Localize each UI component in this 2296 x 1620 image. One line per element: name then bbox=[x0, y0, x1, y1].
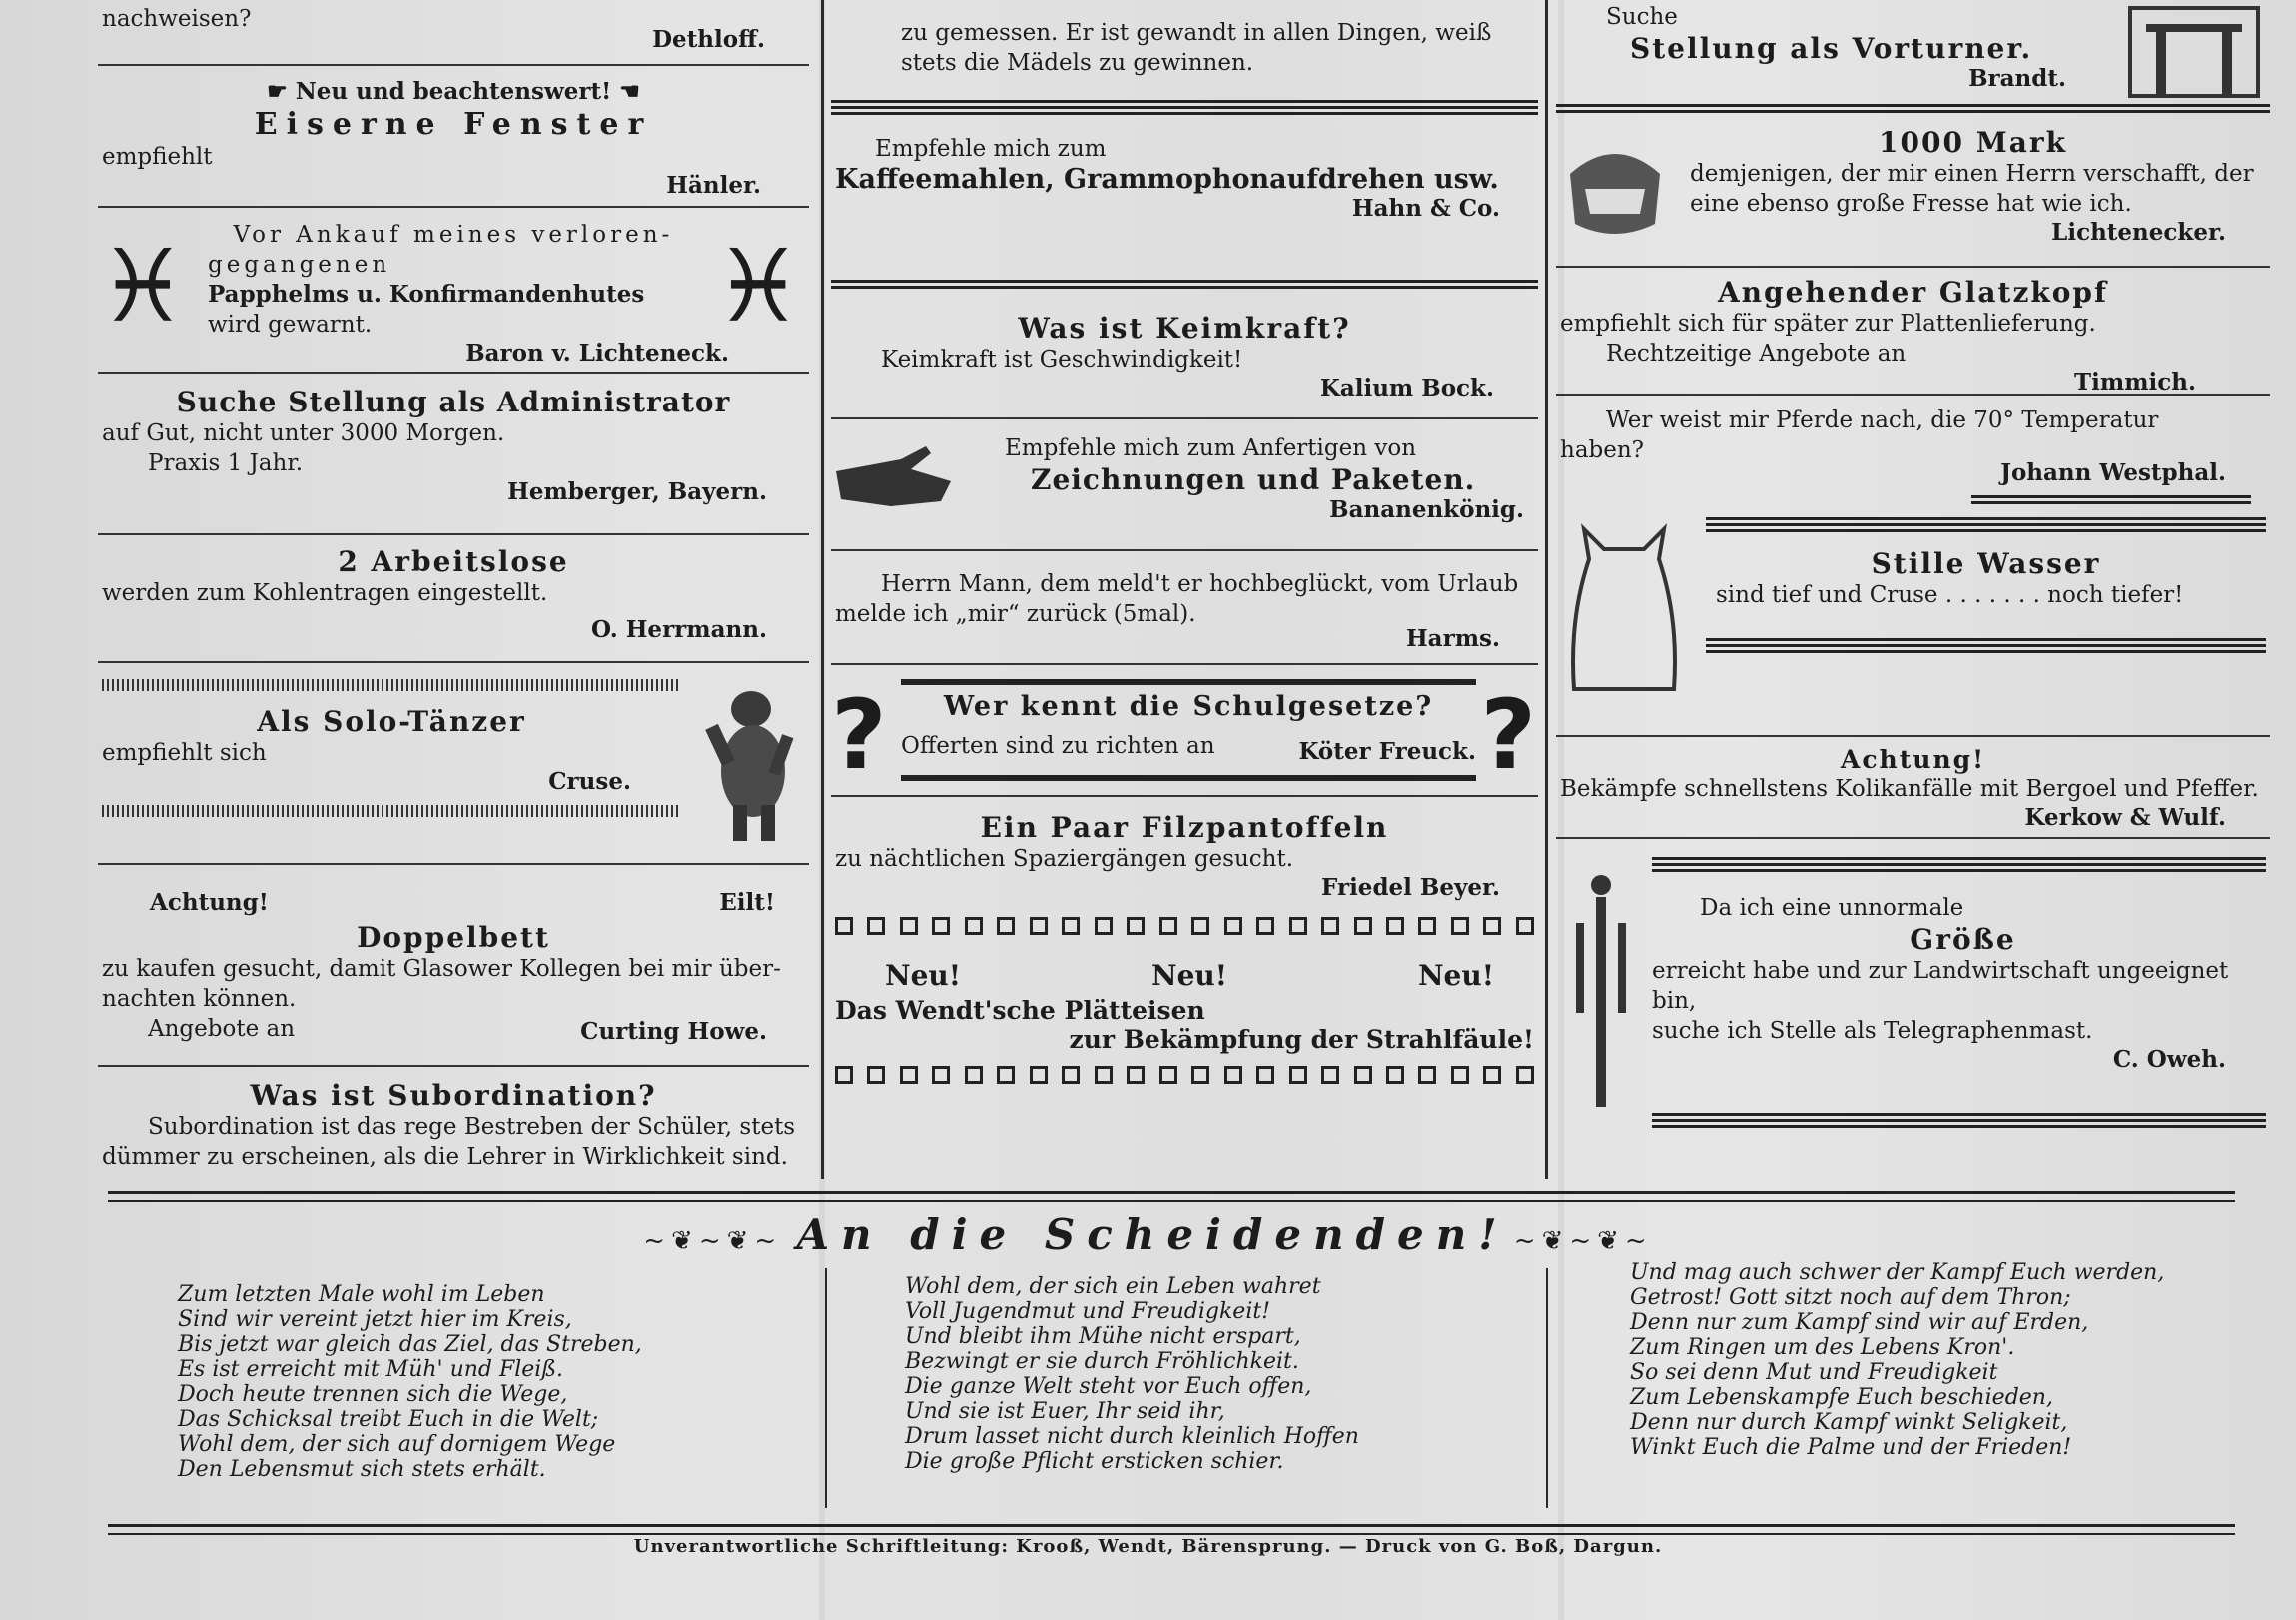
poem-column-rule bbox=[1546, 1268, 1548, 1508]
poem-line: Den Lebensmut sich stets erhält. bbox=[178, 1457, 546, 1482]
poem-line: So sei denn Mut und Freudigkeit bbox=[1630, 1360, 1998, 1385]
tall-man-illustration bbox=[1566, 873, 1636, 1113]
ad-text: Wer weist mir Pferde nach, die 70° Temperatur bbox=[1606, 407, 2159, 433]
ad-signature: Hahn & Co. bbox=[1351, 195, 1500, 222]
poem-line: Wohl dem, der sich auf dornigem Wege bbox=[178, 1432, 616, 1457]
poem-line: Die ganze Welt steht vor Euch offen, bbox=[905, 1374, 1312, 1399]
column-2 bbox=[831, 0, 1538, 1117]
poem-line: Getrost! Gott sitzt noch auf dem Thron; bbox=[1630, 1285, 2071, 1310]
ad-signature: Timmich. bbox=[2074, 369, 2196, 396]
ad-signature: Baron v. Lichteneck. bbox=[465, 340, 729, 367]
poem-title: An die Scheidenden! bbox=[796, 1211, 1509, 1259]
ad-glatzkopf bbox=[1556, 268, 2270, 394]
ad-text: zu kaufen gesucht, damit Glasower Kollegen bei mir über- bbox=[102, 956, 781, 982]
ad-title: Was ist Subordination? bbox=[250, 1079, 657, 1112]
striped-border bbox=[1652, 1113, 2266, 1131]
ad-title: Stille Wasser bbox=[1871, 547, 2101, 580]
ad-text: stets die Mädels zu gewinnen. bbox=[901, 50, 1254, 76]
ad-title: Als Solo-Tänzer bbox=[257, 705, 526, 738]
ad-title: 1000 Mark bbox=[1879, 126, 2067, 159]
neu-label: Neu! bbox=[885, 959, 962, 992]
ad-telegraphenmast bbox=[1556, 839, 2270, 1135]
ad-text: Praxis 1 Jahr. bbox=[148, 450, 304, 476]
ad-title: Größe bbox=[1910, 923, 2016, 956]
poem-line: Zum letzten Male wohl im Leben bbox=[178, 1282, 545, 1307]
ad-text: empfiehlt sich bbox=[102, 740, 267, 766]
ad-doppelbett bbox=[98, 865, 809, 1065]
column-rule bbox=[1545, 0, 1548, 1179]
poem-stanza-2 bbox=[905, 1274, 1359, 1474]
poem-line: Bezwingt er sie durch Fröhlichkeit. bbox=[905, 1349, 1299, 1374]
ad-signature: Curting Howe. bbox=[580, 1018, 767, 1045]
ornament: ~❦~❦~ bbox=[643, 1226, 797, 1256]
ad-signature: O. Herrmann. bbox=[591, 616, 767, 643]
neu-label: Neu! bbox=[1150, 959, 1228, 992]
poem-stanza-1 bbox=[178, 1282, 642, 1482]
ad-signature: Johann Westphal. bbox=[2000, 459, 2226, 486]
sack-illustration bbox=[1564, 519, 1684, 699]
footer-rule bbox=[108, 1524, 2235, 1535]
section-rule bbox=[108, 1191, 2235, 1202]
poem-line: Die große Pflicht ersticken schier. bbox=[905, 1449, 1284, 1474]
ad-text: nachweisen? bbox=[102, 6, 252, 32]
ad-text: Rechtzeitige Angebote an bbox=[1606, 341, 1907, 367]
ad-signature: Lichtenecker. bbox=[2051, 219, 2226, 246]
poem-line: Denn nur durch Kampf winkt Seligkeit, bbox=[1630, 1410, 2068, 1435]
ad-title: Was ist Keimkraft? bbox=[1018, 312, 1351, 345]
ad-signature: Brandt. bbox=[1968, 65, 2066, 92]
ad-title: Angehender Glatzkopf bbox=[1717, 276, 2109, 309]
ad-text: demjenigen, der mir einen Herrn verschafft, der bbox=[1690, 161, 2254, 187]
column-1 bbox=[98, 0, 809, 1187]
ad-title: Wer kennt die Schulgesetze? bbox=[943, 691, 1434, 722]
footer-imprint: Unverantwortliche Schriftleitung: Krooß, Wendt, Bärensprung. — Druck von G. Boß, Dargun. bbox=[633, 1536, 1663, 1557]
poem-line: Denn nur zum Kampf sind wir auf Erden, bbox=[1630, 1310, 2089, 1335]
ad-dethloff bbox=[98, 0, 809, 64]
striped-border bbox=[1706, 638, 2266, 654]
ad-text: Da ich eine unnormale bbox=[1700, 895, 1964, 921]
ad-title: Suche Stellung als Administrator bbox=[176, 386, 731, 418]
ad-arbeitslose bbox=[98, 535, 809, 661]
ad-text: melde ich „mir“ zurück (5mal). bbox=[835, 601, 1196, 627]
poem-line: Das Schicksal treibt Euch in die Welt; bbox=[178, 1407, 599, 1432]
ad-text: Subordination ist das rege Bestreben der Schüler, stets bbox=[148, 1114, 796, 1140]
hatched-border bbox=[102, 805, 681, 817]
question-mark-icon: ? bbox=[1480, 679, 1536, 791]
poem-heading bbox=[0, 1211, 2296, 1259]
ad-title: Das Wendt'sche Plätteisen bbox=[835, 996, 1205, 1025]
ad-text: zu nächtlichen Spaziergängen gesucht. bbox=[835, 846, 1294, 872]
ad-text: wird gewarnt. bbox=[208, 312, 373, 338]
hand-illustration bbox=[831, 441, 961, 521]
pisces-symbol-icon: ♓ bbox=[713, 228, 803, 345]
ad-harms bbox=[831, 551, 1538, 663]
ad-kaffeemahlen bbox=[831, 120, 1538, 280]
ad-text: Keimkraft ist Geschwindigkeit! bbox=[881, 347, 1243, 373]
ad-signature: Bananenkönig. bbox=[1329, 496, 1524, 523]
ad-text: Angebote an bbox=[148, 1016, 296, 1042]
ad-title: Stellung als Vorturner. bbox=[1630, 32, 2033, 65]
poem-line: Zum Lebenskampfe Euch beschieden, bbox=[1630, 1385, 2053, 1410]
ad-kolikanfaelle bbox=[1556, 737, 2270, 837]
mouth-illustration bbox=[1560, 134, 1670, 252]
ad-filzpantoffeln bbox=[831, 797, 1538, 907]
ad-title: Doppelbett bbox=[357, 921, 550, 954]
poem-line: Voll Jugendmut und Freudigkeit! bbox=[905, 1299, 1271, 1324]
ad-signature: Friedel Beyer. bbox=[1321, 874, 1500, 901]
rule-line bbox=[901, 775, 1476, 781]
poem-line: Winkt Euch die Palme und der Frieden! bbox=[1630, 1435, 2072, 1460]
ad-stille-wasser bbox=[1556, 489, 2270, 735]
striped-border bbox=[1971, 495, 2251, 507]
ad-text: Suche bbox=[1606, 4, 1678, 30]
ad-headline: ☛ Neu und beachtenswert! ☚ bbox=[267, 78, 640, 105]
striped-border bbox=[831, 100, 1538, 116]
ad-text: empfiehlt sich für später zur Plattenlieferung. bbox=[1560, 311, 2096, 337]
ad-text: zu gemessen. Er ist gewandt in allen Dingen, weiß bbox=[901, 20, 1492, 46]
ad-text: Offerten sind zu richten an bbox=[901, 733, 1215, 759]
ad-label: Eilt! bbox=[719, 889, 775, 916]
poem-line: Und sie ist Euer, Ihr seid ihr, bbox=[905, 1399, 1225, 1424]
poem-stanza-3 bbox=[1630, 1260, 2164, 1460]
square-border bbox=[835, 1066, 1534, 1084]
striped-border bbox=[1652, 857, 2266, 875]
ad-title: Achtung! bbox=[1840, 745, 1986, 774]
ad-keimkraft bbox=[831, 292, 1538, 417]
ad-text: Empfehle mich zum Anfertigen von bbox=[1005, 435, 1417, 461]
ad-title: Ein Paar Filzpantoffeln bbox=[980, 811, 1389, 844]
poem-line: Drum lasset nicht durch kleinlich Hoffen bbox=[905, 1424, 1359, 1449]
poem-line: Sind wir vereint jetzt hier im Kreis, bbox=[178, 1307, 572, 1332]
dancing-bear-illustration bbox=[703, 675, 799, 845]
pointing-hand-icon: ☚ bbox=[611, 78, 640, 105]
ad-administrator bbox=[98, 374, 809, 533]
column-3 bbox=[1556, 0, 2270, 1135]
ornament: ~❦~❦~ bbox=[1513, 1226, 1653, 1256]
ad-subordination bbox=[98, 1067, 809, 1187]
column-rule bbox=[821, 0, 824, 1179]
ad-signature: C. Oweh. bbox=[2112, 1046, 2226, 1073]
poem-column-rule bbox=[825, 1268, 827, 1508]
ad-papphelm bbox=[98, 208, 809, 372]
pointing-hand-icon: ☛ bbox=[267, 78, 296, 105]
striped-border bbox=[1556, 104, 2270, 116]
ad-text: nachten können. bbox=[102, 986, 297, 1012]
poem-line: Zum Ringen um des Lebens Kron'. bbox=[1630, 1335, 2015, 1360]
ad-column2-top bbox=[831, 0, 1538, 100]
ad-signature: Kalium Bock. bbox=[1319, 375, 1494, 402]
striped-border bbox=[831, 280, 1538, 292]
poem-line: Wohl dem, der sich ein Leben wahret bbox=[905, 1274, 1321, 1299]
ad-signature: Dethloff. bbox=[652, 26, 765, 53]
ad-text: sind tief und Cruse . . . . . . . noch tiefer! bbox=[1716, 582, 2184, 608]
ad-plaetteisen bbox=[831, 907, 1538, 1117]
ad-vorturner bbox=[1556, 0, 2270, 104]
ad-title: Zeichnungen und Paketen. bbox=[1031, 463, 1476, 496]
ad-title: Eiserne Fenster bbox=[254, 107, 653, 142]
ad-title: Kaffeemahlen, Grammophonaufdrehen usw. bbox=[835, 164, 1499, 195]
ad-title: 2 Arbeitslose bbox=[338, 545, 569, 578]
striped-border bbox=[1706, 517, 2266, 533]
poem-line: Bis jetzt war gleich das Ziel, das Streben, bbox=[178, 1332, 642, 1357]
poem-line: Doch heute trennen sich die Wege, bbox=[178, 1382, 568, 1407]
ad-signature: Hemberger, Bayern. bbox=[507, 478, 767, 505]
ad-signature: Harms. bbox=[1405, 625, 1500, 652]
rule-line bbox=[901, 679, 1476, 685]
ad-text: dümmer zu erscheinen, als die Lehrer in Wirklichkeit sind. bbox=[102, 1144, 788, 1170]
poem-line: Und bleibt ihm Mühe nicht erspart, bbox=[905, 1324, 1301, 1349]
ad-signature: Cruse. bbox=[548, 768, 631, 795]
ad-text: suche ich Stelle als Telegraphenmast. bbox=[1652, 1018, 2093, 1044]
ad-text: haben? bbox=[1560, 437, 1645, 463]
ad-text: auf Gut, nicht unter 3000 Morgen. bbox=[102, 420, 505, 446]
ad-signature: Hänler. bbox=[666, 172, 761, 199]
ad-pferde bbox=[1556, 396, 2270, 489]
ad-eiserne-fenster bbox=[98, 66, 809, 206]
ad-label: Achtung! bbox=[150, 889, 269, 916]
square-border bbox=[835, 917, 1534, 935]
ad-solo-taenzer bbox=[98, 663, 809, 863]
pisces-symbol-icon: ♓ bbox=[98, 228, 188, 345]
ad-text: eine ebenso große Fresse hat wie ich. bbox=[1690, 191, 2132, 217]
ad-title: Papphelms u. Konfirmandenhutes bbox=[208, 281, 645, 308]
ad-title: zur Bekämpfung der Strahlfäule! bbox=[1069, 1025, 1534, 1054]
ad-text: Empfehle mich zum bbox=[875, 136, 1107, 162]
ad-text: Bekämpfe schnellstens Kolikanfälle mit Bergoel und Pfeffer. bbox=[1560, 776, 2259, 802]
ad-text: Herrn Mann, dem meld't er hochbeglückt, vom Urlaub bbox=[881, 571, 1519, 597]
ad-text: erreicht habe und zur Landwirtschaft ungeeignet bin, bbox=[1652, 958, 2229, 1014]
neu-label: Neu! bbox=[1417, 959, 1494, 992]
poem-line: Es ist erreicht mit Müh' und Fleiß. bbox=[178, 1357, 564, 1382]
ad-signature: Kerkow & Wulf. bbox=[2024, 804, 2226, 831]
ad-schulgesetze bbox=[831, 665, 1538, 795]
ad-text: werden zum Kohlentragen eingestellt. bbox=[102, 580, 548, 606]
question-mark-icon: ? bbox=[831, 679, 887, 791]
hatched-border bbox=[102, 679, 681, 691]
ad-1000-mark bbox=[1556, 116, 2270, 266]
poem-line: Und mag auch schwer der Kampf Euch werden, bbox=[1630, 1260, 2165, 1285]
ad-text: empfiehlt bbox=[102, 144, 213, 170]
ad-signature: Köter Freuck. bbox=[1298, 738, 1476, 765]
ad-text: Vor Ankauf meines verloren- bbox=[233, 222, 674, 248]
gym-apparatus-illustration bbox=[2126, 4, 2262, 100]
ad-zeichnungen bbox=[831, 419, 1538, 549]
ad-text: gegangenen bbox=[208, 252, 391, 278]
